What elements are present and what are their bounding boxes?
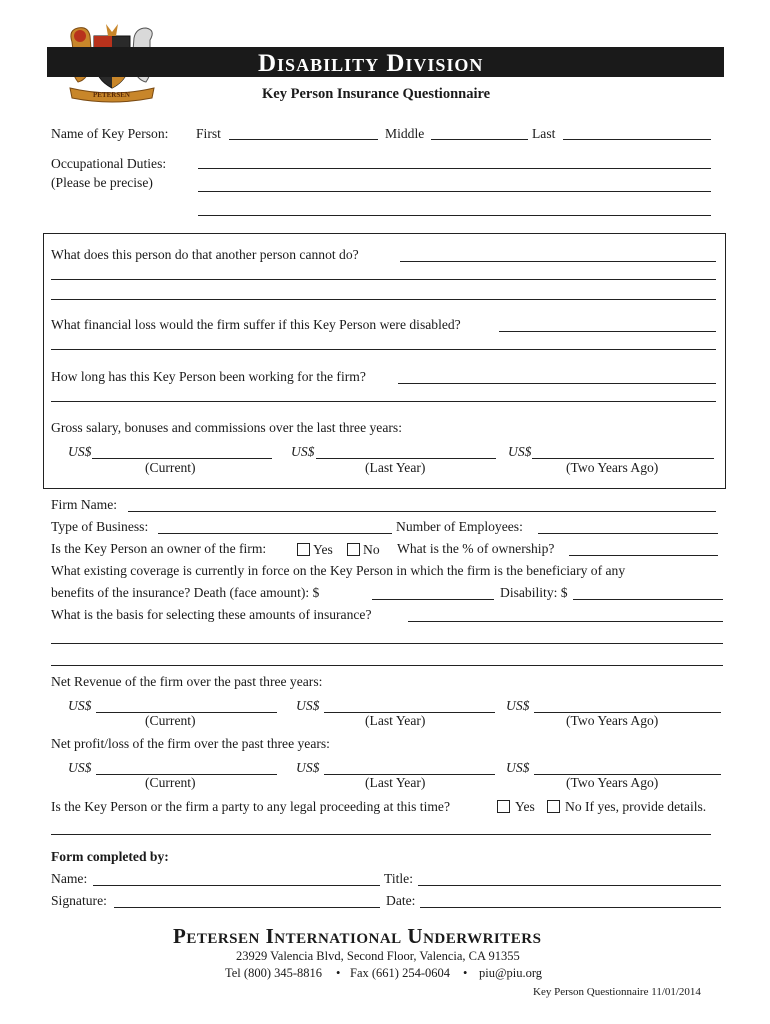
profit-two-years-caption: (Two Years Ago) (566, 775, 659, 790)
existing-coverage-question: What existing coverage is currently in force on the Key Person in which the firm is the beneficiary of any (51, 563, 626, 578)
occupational-duties-hint: (Please be precise) (51, 175, 153, 190)
employees-field[interactable] (538, 533, 718, 534)
insurance-basis-field-line-3[interactable] (51, 665, 723, 666)
first-name-label: First (196, 126, 221, 141)
revenue-current-currency: US$ (68, 698, 92, 713)
salary-last-year-currency: US$ (291, 444, 315, 459)
salary-current-field[interactable] (92, 458, 272, 459)
unique-role-question: What does this person do that another person cannot do? (51, 247, 359, 262)
profit-last-year-caption: (Last Year) (365, 775, 426, 790)
company-fax: Fax (661) 254-0604 (350, 966, 450, 980)
legal-proceeding-question: Is the Key Person or the firm a party to any legal proceeding at this time? (51, 799, 451, 814)
business-type-field[interactable] (158, 533, 392, 534)
owner-question: Is the Key Person an owner of the firm: (51, 541, 267, 556)
disability-benefit-field[interactable] (573, 599, 723, 600)
date-field[interactable] (420, 907, 721, 908)
last-name-label: Last (532, 126, 556, 141)
net-profit-question: Net profit/loss of the firm over the past three years: (51, 736, 330, 751)
completer-title-label: Title: (384, 871, 413, 886)
company-name: Petersen International Underwriters (173, 924, 542, 948)
death-benefit-label: benefits of the insurance? Death (face amount): $ (51, 585, 320, 600)
company-address: 23929 Valencia Blvd, Second Floor, Valencia, CA 91355 (236, 949, 520, 963)
salary-current-caption: (Current) (145, 460, 196, 475)
legal-details-field[interactable] (51, 834, 711, 835)
profit-two-years-currency: US$ (506, 760, 530, 775)
completer-name-label: Name: (51, 871, 88, 886)
duties-field-line-2[interactable] (198, 191, 711, 192)
footer-separator-1: • (336, 966, 341, 980)
company-phone: Tel (800) 345-8816 (225, 966, 323, 980)
salary-two-years-field[interactable] (532, 458, 714, 459)
salary-last-year-field[interactable] (316, 458, 496, 459)
key-person-details-box (43, 233, 726, 489)
legal-no-checkbox[interactable] (547, 800, 560, 813)
employees-label: Number of Employees: (396, 519, 523, 534)
insurance-basis-question: What is the basis for selecting these amounts of insurance? (51, 607, 372, 622)
business-type-label: Type of Business: (51, 519, 149, 534)
unique-role-field[interactable] (400, 261, 716, 262)
financial-loss-field-line-2[interactable] (51, 349, 716, 350)
legal-yes-label: Yes (515, 799, 535, 814)
form-completed-by-heading: Form completed by: (51, 849, 169, 864)
form-subtitle: Key Person Insurance Questionnaire (262, 86, 491, 102)
owner-yes-label: Yes (313, 542, 333, 557)
revenue-last-year-caption: (Last Year) (365, 713, 426, 728)
company-email: piu@piu.org (479, 966, 543, 980)
tenure-field[interactable] (398, 383, 716, 384)
tenure-field-line-2[interactable] (51, 401, 716, 402)
key-person-name-label: Name of Key Person: (51, 126, 169, 141)
form-version-id: Key Person Questionnaire 11/01/2014 (533, 986, 701, 998)
firm-name-field[interactable] (128, 511, 716, 512)
owner-no-label: No (363, 542, 380, 557)
tenure-question: How long has this Key Person been working for the firm? (51, 369, 366, 384)
occupational-duties-label: Occupational Duties: (51, 156, 167, 171)
revenue-current-caption: (Current) (145, 713, 196, 728)
firm-name-label: Firm Name: (51, 497, 118, 512)
duties-field-line-1[interactable] (198, 168, 711, 169)
financial-loss-field[interactable] (499, 331, 716, 332)
completer-title-field[interactable] (418, 885, 721, 886)
death-benefit-field[interactable] (372, 599, 494, 600)
logo-banner-text: PETERSEN (93, 91, 130, 99)
owner-yes-checkbox[interactable] (297, 543, 310, 556)
completer-name-field[interactable] (93, 885, 380, 886)
insurance-basis-field-line-2[interactable] (51, 643, 723, 644)
revenue-two-years-caption: (Two Years Ago) (566, 713, 659, 728)
profit-current-currency: US$ (68, 760, 92, 775)
disability-benefit-label: Disability: $ (500, 585, 568, 600)
footer-separator-2: • (463, 966, 468, 980)
revenue-last-year-currency: US$ (296, 698, 320, 713)
ownership-percent-label: What is the % of ownership? (397, 541, 555, 556)
page-title: Disability Division (258, 50, 484, 77)
salary-current-currency: US$ (68, 444, 92, 459)
signature-field[interactable] (114, 907, 380, 908)
insurance-basis-field[interactable] (408, 621, 723, 622)
salary-last-year-caption: (Last Year) (365, 460, 426, 475)
first-name-field[interactable] (229, 139, 378, 140)
gross-salary-question: Gross salary, bonuses and commissions over the last three years: (51, 420, 402, 435)
unique-role-field-line-2[interactable] (51, 279, 716, 280)
duties-field-line-3[interactable] (198, 215, 711, 216)
last-name-field[interactable] (563, 139, 711, 140)
middle-name-label: Middle (385, 126, 425, 141)
revenue-two-years-currency: US$ (506, 698, 530, 713)
date-label: Date: (386, 893, 416, 908)
financial-loss-question: What financial loss would the firm suffer if this Key Person were disabled? (51, 317, 461, 332)
profit-current-caption: (Current) (145, 775, 196, 790)
owner-no-checkbox[interactable] (347, 543, 360, 556)
legal-no-label: No If yes, provide details. (565, 799, 707, 814)
middle-name-field[interactable] (431, 139, 528, 140)
salary-two-years-caption: (Two Years Ago) (566, 460, 659, 475)
signature-label: Signature: (51, 893, 107, 908)
profit-last-year-currency: US$ (296, 760, 320, 775)
unique-role-field-line-3[interactable] (51, 299, 716, 300)
salary-two-years-currency: US$ (508, 444, 532, 459)
legal-yes-checkbox[interactable] (497, 800, 510, 813)
net-revenue-question: Net Revenue of the firm over the past three years: (51, 674, 323, 689)
ownership-percent-field[interactable] (569, 555, 718, 556)
